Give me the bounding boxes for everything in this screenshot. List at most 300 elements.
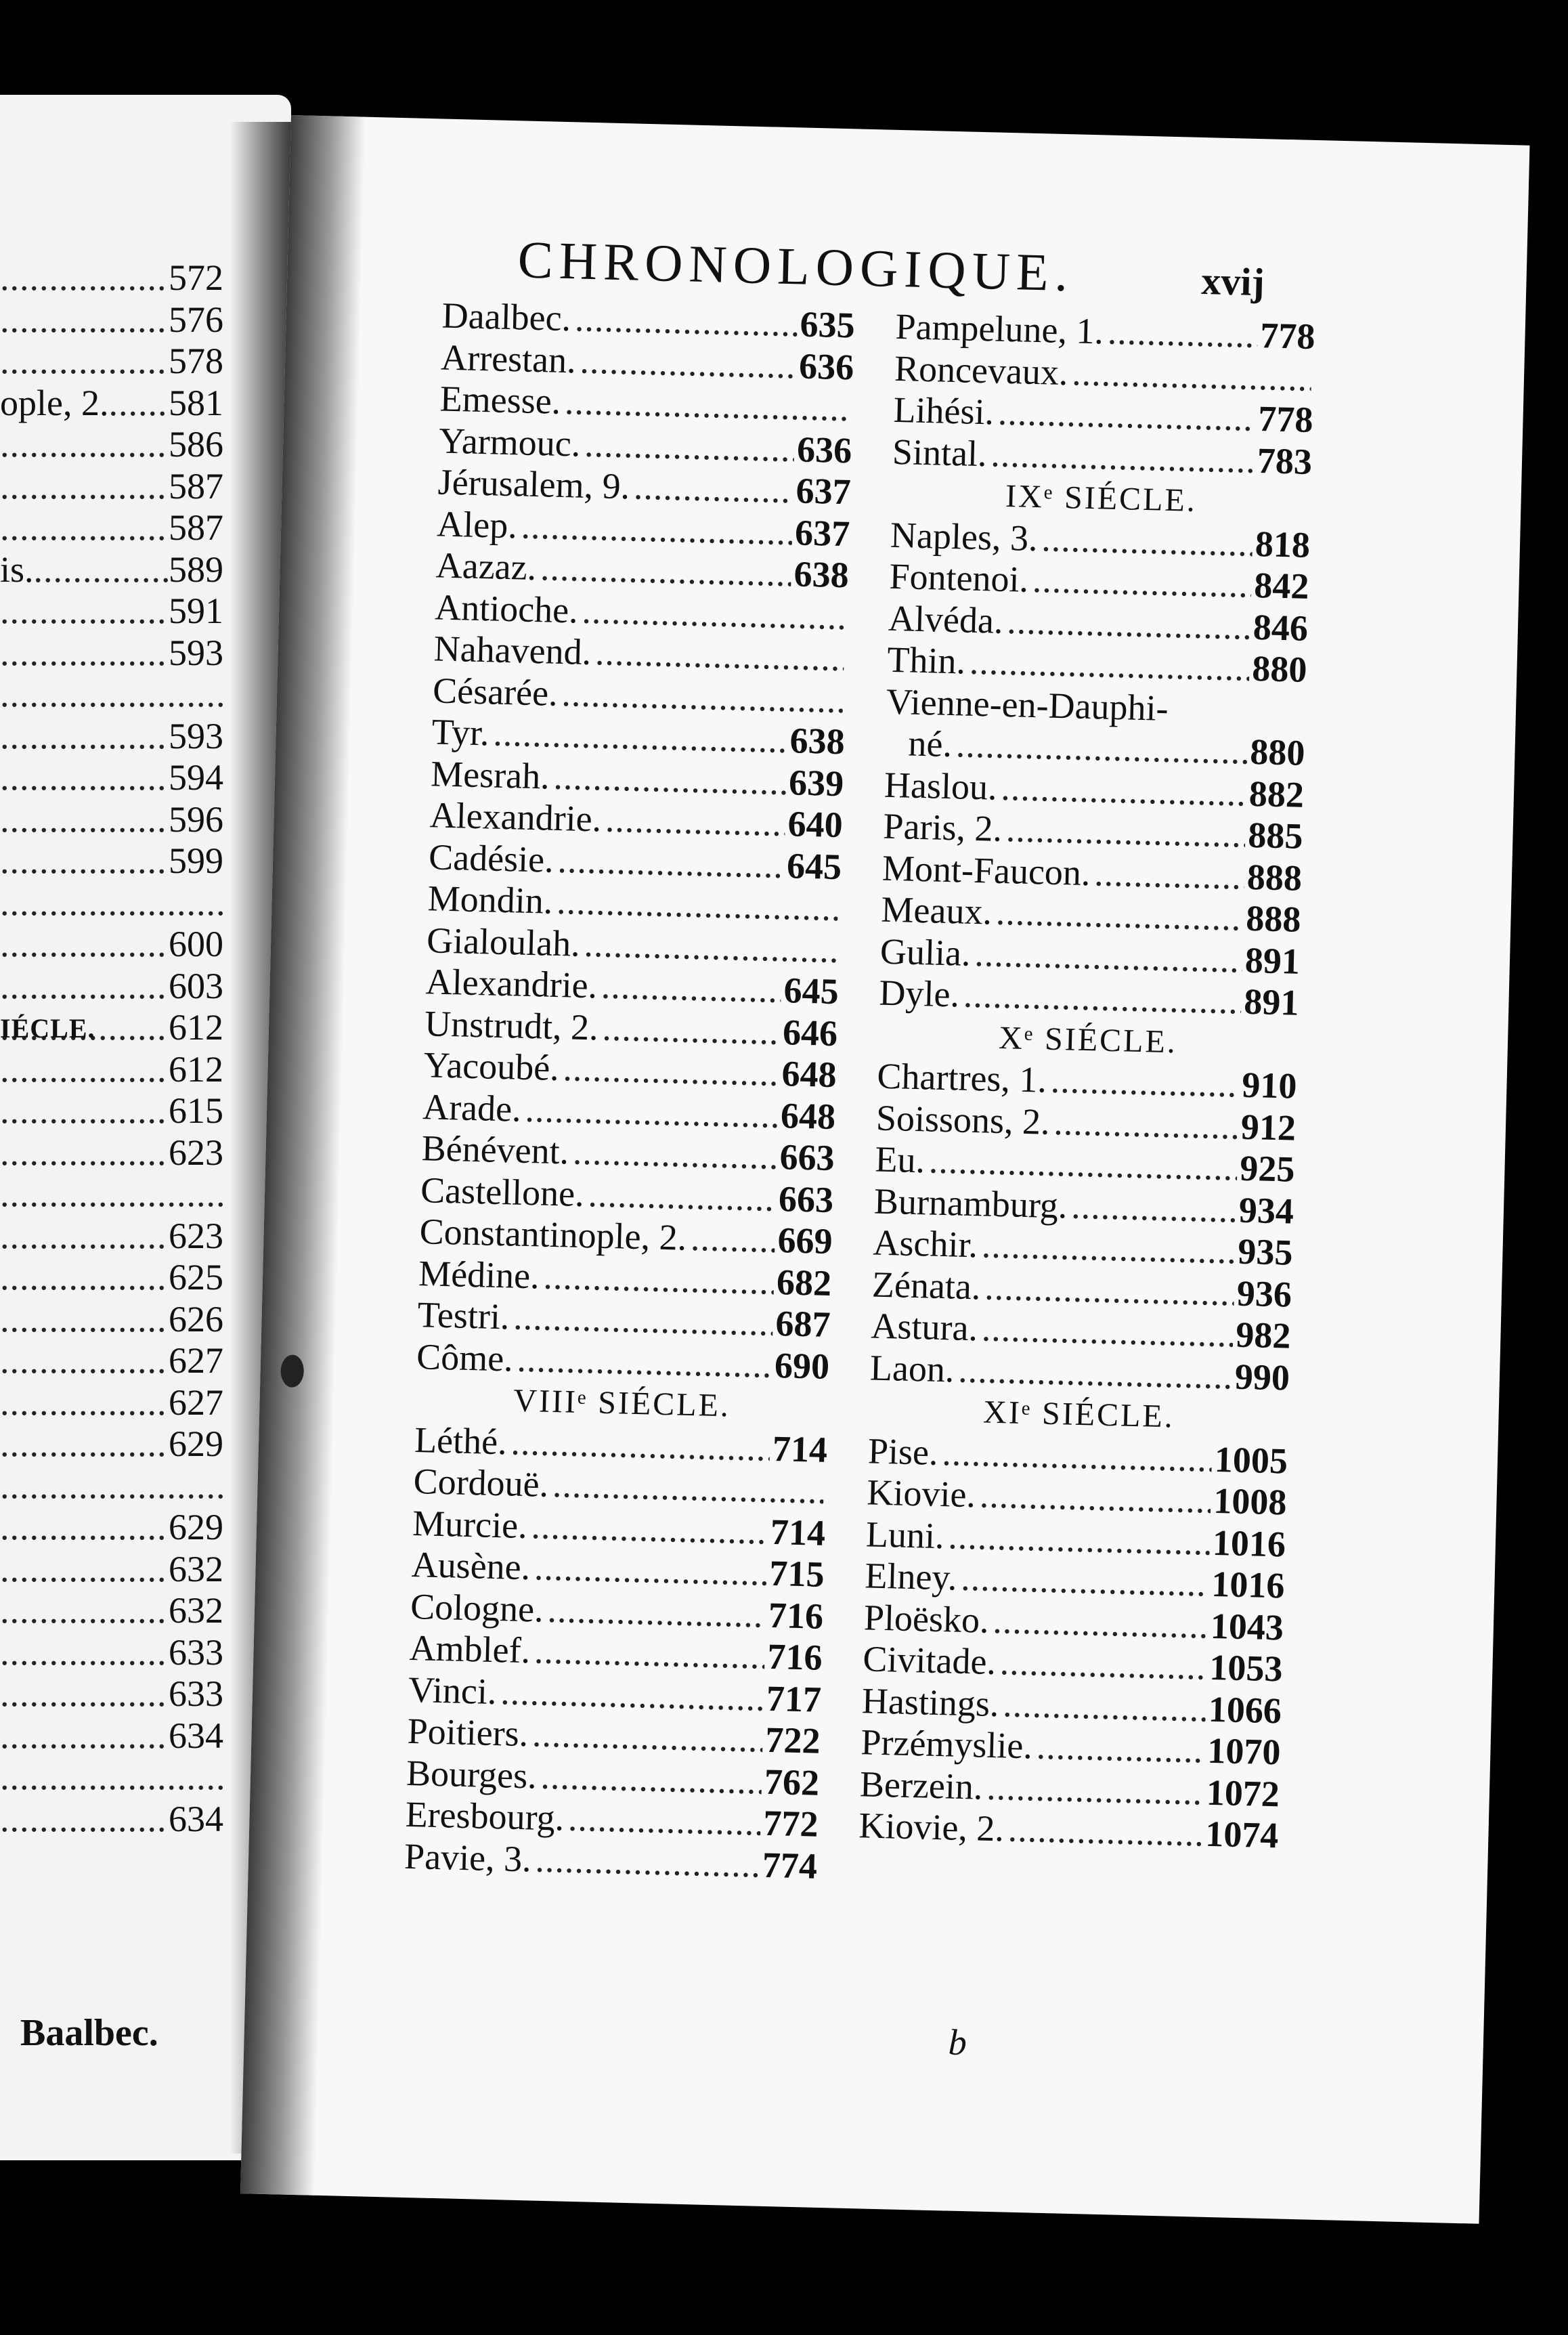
- entry-page: 640: [787, 803, 844, 846]
- entry-page: 687: [775, 1303, 831, 1345]
- entry-page: 638: [793, 553, 850, 596]
- entry-name: Berzein.: [859, 1763, 984, 1807]
- entry-name: Unstrudt, 2.: [424, 1002, 599, 1048]
- index-entry: [0, 1340, 223, 1382]
- leader-dots: [108, 383, 169, 425]
- leader-dots: [0, 1590, 169, 1632]
- leader-dots: [574, 298, 798, 345]
- entry-page: 722: [764, 1719, 821, 1761]
- leader-dots: [948, 1516, 1211, 1564]
- entry-name: Lihési.: [892, 389, 995, 433]
- entry-name: Daalbec.: [441, 295, 571, 339]
- leader-dots: [525, 1088, 779, 1136]
- entry-name: né.: [907, 723, 953, 765]
- index-entry: [0, 1090, 223, 1132]
- entry-name: Eu.: [874, 1138, 925, 1181]
- entry-page: 1074: [1204, 1813, 1280, 1856]
- leader-dots: [0, 882, 223, 924]
- entry-page: 880: [1249, 731, 1306, 773]
- entry-name: Civitade.: [862, 1638, 997, 1683]
- entry-name: Arrestan.: [440, 337, 577, 381]
- leader-dots: [540, 547, 791, 595]
- leader-dots: [1072, 352, 1312, 400]
- entry-page: 888: [1246, 856, 1303, 899]
- page-number: xvij: [1200, 258, 1265, 305]
- index-entry: [0, 591, 223, 633]
- leader-dots: [969, 641, 1250, 690]
- entry-page: 637: [795, 470, 852, 513]
- entry-name: Aazaz.: [435, 544, 537, 588]
- leader-dots: [0, 924, 169, 966]
- leader-dots: [531, 1713, 763, 1761]
- entry-name: Przémyslie.: [860, 1721, 1033, 1767]
- entry-page: 639: [788, 761, 844, 804]
- entry-page: 623: [169, 1132, 223, 1173]
- entry-name: Vinci.: [408, 1669, 498, 1712]
- entry-name: Alvéda.: [888, 597, 1004, 641]
- entry-name: Meaux.: [880, 888, 993, 933]
- leader-dots: [1107, 312, 1258, 357]
- leader-dots: [500, 1671, 764, 1719]
- entry-name: Jérusalem, 9.: [437, 461, 630, 507]
- index-entry: [0, 299, 223, 341]
- entry-name: Tyr.: [431, 711, 490, 754]
- index-entry: [0, 924, 223, 966]
- leader-dots: [0, 1090, 169, 1132]
- entry-page: 612: [169, 1048, 223, 1090]
- folio-signature: b: [948, 2021, 967, 2063]
- entry-name: Kiovie, 2.: [858, 1805, 1005, 1849]
- leader-dots: [1007, 601, 1251, 648]
- entry-name: Nahavend.: [433, 628, 592, 673]
- leader-dots: [997, 392, 1256, 440]
- entry-name: Laon.: [869, 1346, 955, 1390]
- entry-page: 638: [789, 720, 846, 763]
- leader-dots: [533, 1630, 765, 1677]
- entry-page: 623: [169, 1215, 223, 1256]
- leader-dots: [0, 1299, 169, 1341]
- entry-name: Césarée.: [432, 669, 559, 714]
- entry-page: 634: [169, 1798, 223, 1839]
- leader-dots: [580, 340, 797, 387]
- left-last-line: Baalbec.: [20, 2012, 158, 2054]
- entry-name: Eresbourg.: [405, 1793, 565, 1839]
- index-entry: [0, 882, 223, 924]
- entry-name: Naples, 3.: [890, 514, 1039, 559]
- leader-dots: [0, 1216, 169, 1258]
- leader-dots: [493, 713, 788, 762]
- entry-name: Yarmouc.: [438, 419, 582, 465]
- leader-dots: [1050, 1060, 1240, 1106]
- entry-name: Alep.: [436, 502, 518, 546]
- leader-dots: [1005, 809, 1246, 856]
- entry-page: 599: [169, 840, 223, 881]
- entry-page: 1070: [1206, 1730, 1282, 1773]
- index-entry: [0, 799, 223, 841]
- entry-name: Cordouë.: [413, 1461, 549, 1505]
- section-heading-xi: XIᵉ SIÉCLE.: [982, 1394, 1175, 1435]
- entry-name: Ploësko.: [863, 1596, 990, 1641]
- leader-dots: [0, 840, 169, 882]
- entry-name: Léthé.: [414, 1419, 508, 1462]
- leader-dots: [0, 591, 169, 633]
- entry-name: Fontenoi.: [888, 555, 1029, 600]
- entry-name: Poitiers.: [407, 1710, 529, 1755]
- entry-page: 714: [770, 1511, 826, 1554]
- entry-page: 594: [169, 757, 223, 798]
- entry-name: Aschir.: [872, 1222, 978, 1266]
- index-entry: [0, 1715, 223, 1757]
- leader-dots: [533, 1547, 767, 1594]
- entry-page: 682: [776, 1261, 832, 1304]
- entries-group: [858, 1430, 1288, 1857]
- entry-name: ople, 2.: [0, 382, 109, 423]
- leader-dots: [34, 549, 169, 591]
- index-entry: [0, 716, 223, 758]
- leader-dots: [563, 1048, 779, 1094]
- leader-dots: [0, 966, 169, 1008]
- entry-name: Kiovie.: [866, 1472, 976, 1516]
- entry-page: 632: [169, 1590, 223, 1631]
- entry-name: Ausène.: [411, 1543, 531, 1588]
- entry-page: 774: [762, 1844, 818, 1887]
- index-entry: [0, 257, 223, 299]
- entry-page: 633: [169, 1673, 223, 1714]
- leader-dots: [1001, 767, 1247, 814]
- entry-page: 645: [786, 844, 842, 887]
- entry-name: Roncevaux.: [894, 347, 1069, 393]
- leader-dots: [547, 1589, 766, 1635]
- leader-dots: [513, 1297, 774, 1345]
- entry-name: Burnamburg.: [873, 1180, 1068, 1226]
- entry-page: 587: [169, 507, 223, 548]
- entry-page: 842: [1253, 564, 1310, 607]
- leader-dots: [0, 1549, 169, 1591]
- leader-dots: [601, 966, 781, 1012]
- entry-name: Emesse.: [439, 378, 561, 422]
- leader-dots: [990, 433, 1255, 481]
- leader-dots: [564, 381, 850, 430]
- section-heading-ix: IXᵉ SIÉCLE.: [1005, 477, 1198, 519]
- leader-dots: [1094, 853, 1245, 898]
- leader-dots: [0, 1340, 169, 1382]
- entry-page: 648: [781, 1053, 837, 1096]
- leader-dots: [521, 505, 793, 553]
- leader-dots: [594, 632, 844, 679]
- entry-name: Elney.: [864, 1555, 958, 1598]
- entry-name: Chartres, 1.: [876, 1055, 1047, 1100]
- entry-page: 648: [780, 1094, 836, 1137]
- leader-dots: [0, 1423, 169, 1465]
- leader-dots: [0, 257, 169, 299]
- entry-page: 1053: [1208, 1646, 1284, 1690]
- index-entry: [0, 1216, 223, 1258]
- leader-dots: [999, 1642, 1207, 1688]
- entry-page: 578: [169, 341, 223, 381]
- entry-page: 934: [1238, 1189, 1294, 1232]
- index-entry: [0, 507, 223, 549]
- entry-name: Alexandrie.: [425, 961, 598, 1006]
- leader-dots: [928, 1140, 1238, 1189]
- index-column-b: [858, 306, 1315, 1857]
- entry-name: Arade.: [422, 1086, 522, 1130]
- entry-page: 589: [169, 549, 223, 590]
- entry-page: 891: [1244, 939, 1301, 982]
- leader-dots: [0, 424, 169, 466]
- leader-dots: [1003, 1684, 1206, 1730]
- entry-page: 646: [782, 1011, 838, 1054]
- entry-page: 596: [169, 798, 223, 840]
- entry-page: 663: [779, 1136, 835, 1179]
- entries-group: [869, 1056, 1297, 1399]
- leader-dots: [557, 881, 839, 930]
- leader-dots: [0, 1673, 169, 1715]
- leader-dots: [963, 974, 1242, 1023]
- index-entry: [0, 1257, 223, 1299]
- index-entry: [0, 633, 223, 674]
- entry-name: Testri.: [417, 1294, 510, 1337]
- entry-page: 818: [1255, 523, 1311, 565]
- page-title: CHRONOLOGIQUE.: [517, 230, 1075, 303]
- entry-page: 716: [768, 1594, 824, 1637]
- index-entry: [0, 674, 223, 716]
- entry-name: Gulia.: [879, 930, 972, 974]
- entry-page: 635: [799, 303, 856, 346]
- left-page-index: [0, 257, 223, 1840]
- leader-dots: [0, 1049, 169, 1091]
- index-entry: [0, 1299, 223, 1341]
- entry-page: 912: [1240, 1106, 1297, 1149]
- entry-page: 632: [169, 1548, 223, 1589]
- leader-dots: [0, 1715, 169, 1757]
- index-entry: [0, 1465, 223, 1507]
- index-entry: [0, 1632, 223, 1674]
- leader-dots: [584, 423, 795, 470]
- leader-dots: [995, 892, 1244, 939]
- leader-dots: [0, 674, 223, 716]
- entry-name: Castellone.: [420, 1169, 585, 1214]
- entry-name: Amblef.: [409, 1627, 531, 1671]
- entries-group: [879, 764, 1305, 1024]
- leader-dots: [1007, 1809, 1203, 1856]
- entry-page: 714: [772, 1428, 828, 1470]
- index-entry: [0, 1132, 223, 1174]
- leader-dots: [557, 839, 785, 886]
- entry-page: 762: [764, 1761, 820, 1803]
- leader-dots: [0, 1382, 169, 1424]
- leader-dots: [0, 507, 169, 549]
- leader-dots: [588, 1174, 777, 1220]
- entry-name: Mont-Faucon.: [881, 847, 1091, 893]
- leader-dots: [984, 1266, 1235, 1314]
- entry-page: 581: [169, 382, 223, 423]
- left-section-fragment: IÉCLE.: [0, 1013, 95, 1044]
- entry-name: Constantinople, 2.: [419, 1211, 687, 1258]
- index-entry: [0, 1507, 223, 1549]
- leader-dots: [955, 724, 1248, 773]
- index-entry: [0, 1049, 223, 1091]
- leader-dots: [0, 1465, 223, 1507]
- leader-dots: [561, 673, 844, 722]
- entry-page: 882: [1248, 773, 1305, 815]
- leader-dots: [0, 757, 169, 799]
- entry-name: Bénévent.: [421, 1128, 569, 1172]
- entry-name: Murcie.: [412, 1502, 528, 1546]
- entry-name: Mesrah.: [430, 752, 550, 797]
- entry-page: 576: [169, 299, 223, 340]
- entry-name: Gialoulah.: [426, 919, 581, 964]
- entry-page: 880: [1251, 647, 1308, 690]
- entry-name: Mondin.: [427, 878, 554, 922]
- entry-page: 717: [766, 1677, 822, 1720]
- entries-group: [416, 295, 856, 1388]
- entries-group: [404, 1419, 827, 1887]
- entry-page: 935: [1237, 1230, 1294, 1273]
- index-entry: [0, 1174, 223, 1216]
- entry-page: 645: [783, 970, 840, 1012]
- leader-dots: [0, 799, 169, 841]
- leader-dots: [543, 1256, 775, 1303]
- entry-page: 633: [169, 1631, 223, 1673]
- entry-page: 772: [762, 1802, 819, 1845]
- entry-page: 627: [169, 1340, 223, 1381]
- leader-dots: [605, 799, 785, 845]
- entry-name: Paris, 2.: [882, 805, 1003, 849]
- index-entry: [0, 1590, 223, 1632]
- leader-dots: [986, 1766, 1204, 1813]
- entry-page: 1008: [1213, 1480, 1288, 1523]
- leader-dots: [602, 1007, 781, 1053]
- entry-page: 634: [169, 1715, 223, 1756]
- leader-dots: [979, 1474, 1211, 1522]
- entry-name: Alexandrie.: [429, 794, 602, 840]
- entry-page: 615: [169, 1090, 223, 1131]
- entry-page: 612: [169, 1007, 223, 1048]
- entry-page: 778: [1259, 315, 1316, 358]
- entries-group: [892, 306, 1315, 483]
- entry-page: 910: [1241, 1064, 1298, 1107]
- leader-dots: [0, 341, 169, 383]
- leader-dots: [942, 1432, 1213, 1480]
- entry-page: 636: [796, 428, 852, 471]
- entry-page: 593: [169, 715, 223, 756]
- entry-name: Soissons, 2.: [875, 1097, 1051, 1142]
- leader-dots: [974, 933, 1243, 981]
- entry-page: 627: [169, 1381, 223, 1423]
- leader-dots: [531, 1505, 768, 1553]
- entry-page: 626: [169, 1298, 223, 1340]
- entry-page: 1016: [1211, 1563, 1286, 1606]
- entry-name: Thin.: [886, 639, 966, 682]
- entry-page: 888: [1245, 897, 1302, 940]
- leader-dots: [1036, 1726, 1205, 1772]
- entry-name: Yacoubé.: [423, 1044, 560, 1089]
- entry-page: 603: [169, 965, 223, 1006]
- entry-name: Haslou.: [884, 764, 998, 808]
- entry-page: 625: [169, 1257, 223, 1298]
- index-entry: [0, 424, 223, 466]
- index-entry: [0, 1757, 223, 1799]
- entry-page: 1043: [1210, 1605, 1284, 1648]
- entry-page: 636: [798, 345, 854, 387]
- entry-name: Hastings.: [861, 1679, 1000, 1724]
- section-heading-viii: VIIIᵉ SIÉCLE.: [513, 1382, 731, 1424]
- index-entry: [0, 1673, 223, 1715]
- entry-page: 925: [1239, 1147, 1296, 1190]
- leader-dots: [0, 1132, 169, 1174]
- entry-name: Pise.: [867, 1430, 939, 1473]
- entry-page: 1072: [1206, 1772, 1280, 1814]
- entry-name: Pampelune, 1.: [894, 305, 1104, 352]
- leader-dots: [633, 467, 793, 512]
- entry-page: 778: [1257, 398, 1314, 441]
- entry-name: is.: [0, 549, 34, 590]
- index-entry: [0, 341, 223, 383]
- leader-dots: [981, 1308, 1234, 1356]
- entry-page: 591: [169, 591, 223, 631]
- leader-dots: [0, 466, 169, 508]
- index-entry: [0, 1799, 223, 1841]
- entry-name: Dyle.: [878, 972, 960, 1015]
- entry-name: Luni.: [865, 1513, 945, 1556]
- index-entry: [0, 1382, 223, 1424]
- entry-page: 936: [1236, 1272, 1292, 1315]
- leader-dots: [0, 1174, 223, 1216]
- entry-name: Médine.: [418, 1252, 540, 1296]
- leader-dots: [1071, 1185, 1237, 1230]
- entry-page: 586: [169, 424, 223, 465]
- leader-dots: [0, 1632, 169, 1674]
- leader-dots: [540, 1755, 762, 1802]
- leader-dots: [553, 756, 787, 803]
- index-entry: [0, 383, 223, 425]
- leader-dots: [517, 1338, 772, 1386]
- index-entry: [0, 1423, 223, 1465]
- leader-dots: [0, 1257, 169, 1299]
- leader-dots: [0, 633, 169, 674]
- leader-dots: [572, 1132, 777, 1178]
- section-heading-x: Xᵉ SIÉCLE.: [998, 1019, 1178, 1060]
- entry-page: 593: [169, 632, 223, 673]
- leader-dots: [582, 590, 846, 638]
- entry-name: Côme.: [416, 1335, 514, 1379]
- index-entry: [0, 549, 223, 591]
- entry-page: 587: [169, 465, 223, 507]
- entry-page: 716: [766, 1635, 823, 1678]
- leader-dots: [981, 1224, 1236, 1272]
- entry-name: Cadésie.: [428, 836, 554, 880]
- entry-page: 715: [768, 1552, 825, 1595]
- entry-name: Astura.: [870, 1305, 978, 1349]
- leader-dots: [510, 1421, 770, 1470]
- entry-name: Bourges.: [406, 1752, 538, 1797]
- entry-page: 1066: [1208, 1688, 1282, 1731]
- leader-dots: [0, 1507, 169, 1549]
- leader-dots: [1053, 1101, 1239, 1147]
- entry-page: 1005: [1214, 1438, 1288, 1482]
- entry-page: 783: [1257, 440, 1313, 482]
- entry-page: 891: [1243, 981, 1300, 1023]
- leader-dots: [552, 1464, 824, 1512]
- index-entry: [0, 466, 223, 508]
- entry-page: 885: [1247, 814, 1304, 857]
- entry-page: 669: [777, 1220, 833, 1262]
- leader-dots: [0, 1757, 223, 1799]
- index-entry: [0, 840, 223, 882]
- entry-name: Vienne-en-Dauphi-: [886, 681, 1169, 729]
- entry-page: 846: [1253, 606, 1309, 649]
- leader-dots: [0, 716, 169, 758]
